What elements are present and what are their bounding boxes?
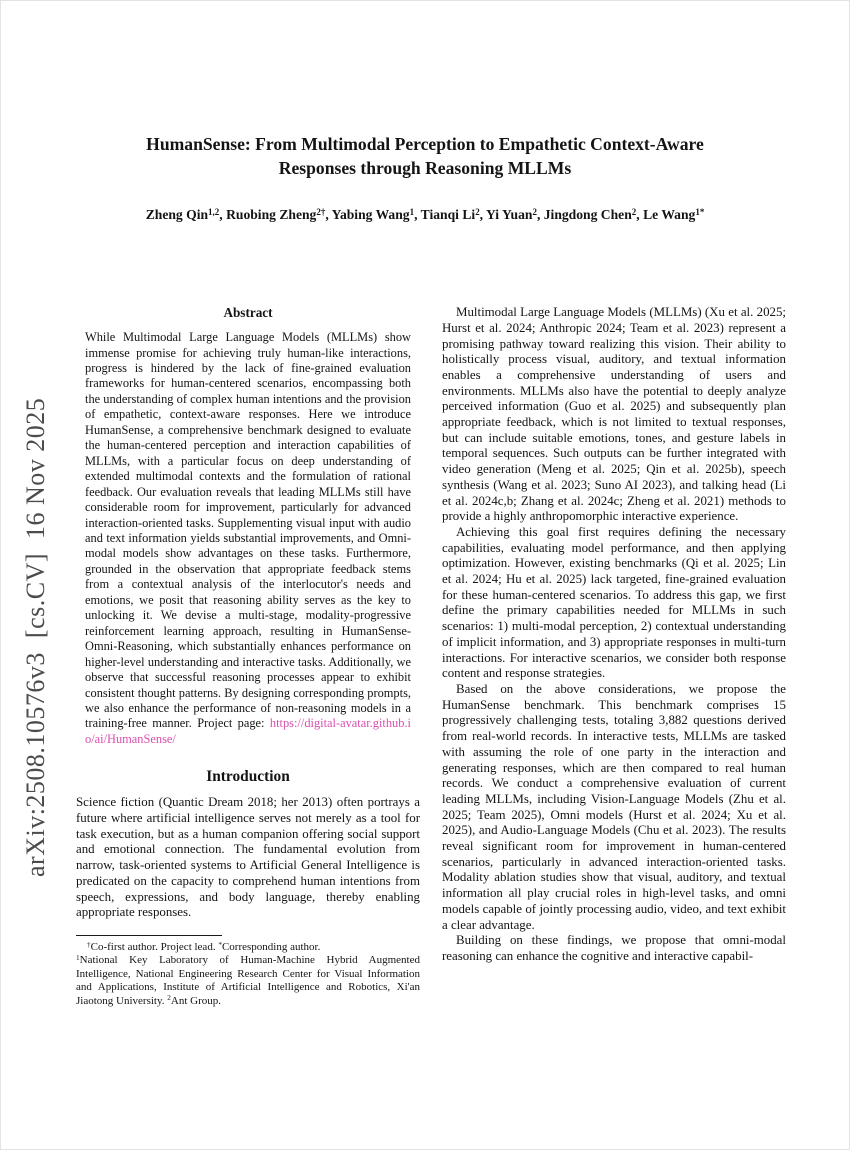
paper-title-line1: HumanSense: From Multimodal Perception to Empathetic Context-Aware xyxy=(146,134,704,154)
author-name: Zheng Qin xyxy=(145,207,209,223)
author-name: Ruobing Zheng xyxy=(226,207,317,223)
footnote-rule xyxy=(76,935,222,936)
left-column xyxy=(76,305,420,1008)
footnote-text: Co-first author. Project lead. xyxy=(90,940,219,953)
author xyxy=(146,207,223,222)
body-paragraph: Building on these findings, we propose that omni-modal reasoning can enhance the cognitive and interactive capabil- xyxy=(442,933,786,963)
paper-title-line2: Responses through Reasoning MLLMs xyxy=(278,157,572,178)
arxiv-watermark: arXiv:2508.10576v3 [cs.CV] 16 Nov 2025 xyxy=(21,397,50,877)
footnote-block xyxy=(76,941,420,1008)
affiliation-2-sup: 2 xyxy=(167,994,171,1003)
author-affiliation-sup: 1* xyxy=(695,207,705,218)
author-name: Yabing Wang xyxy=(331,207,410,223)
body-paragraph: Based on the above considerations, we propose the HumanSense benchmark. This benchmark comprises 15 progressively challenging tests, totaling 3,882 questions derived from real-world records. In interactive tests, MLLMs are tasked with assuming the role of one party in the interaction and generating responses, which are then compared to real human records. We conduct a comprehensive evaluation of current leading MLLMs, including Vision-Language Models (Zhu et al. 2025; Team 2025), Omni models (Hurst et al. 2024; Xu et al. 2025), and Audio-Language Models (Chu et al. 2023). The results reveal significant room for improvement in human-centered scenarios, particularly in advanced interaction-oriented tasks. Modality ablation studies show that visual, auditory, and textual information all play crucial roles in high-level tasks, and omni models capable of jointly processing audio, video, and text exhibit a clear advantage. xyxy=(442,682,786,932)
affiliation-1-sup: 1 xyxy=(76,954,80,963)
author xyxy=(332,207,418,222)
author-line xyxy=(1,207,849,223)
author-separator: , xyxy=(536,207,541,223)
author-name: Yi Yuan xyxy=(485,207,533,223)
project-page-link[interactable]: https://digital-avatar.github.io/ai/HumanSense/ xyxy=(85,716,411,746)
author-separator: , xyxy=(325,207,329,223)
author xyxy=(544,207,640,222)
author-affiliation-sup: 2 xyxy=(532,207,537,218)
author-affiliation-sup: 2 xyxy=(631,207,637,218)
footnote-text: National Key Laboratory of Human-Machine Hybrid Augmented Intelligence, National Engineering Research Center for Visual Information and Applications, Institute of Artificial Intelligence and Robotics, Xi'an Jiaotong University. xyxy=(76,954,420,1007)
author-name: Le Wang xyxy=(643,207,696,223)
author xyxy=(486,207,540,222)
author xyxy=(226,207,329,222)
abstract-heading: Abstract xyxy=(223,305,273,321)
author-separator: , xyxy=(219,207,223,223)
author-name: Jingdong Chen xyxy=(543,207,632,223)
author-separator: , xyxy=(414,207,418,223)
introduction-heading: Introduction xyxy=(206,768,290,786)
dagger-sup: † xyxy=(87,940,91,949)
author xyxy=(421,207,483,222)
intro-paragraph: Science fiction (Quantic Dream 2018; her 2013) often portrays a future where artificial intelligence serves not merely as a tool for task execution, but as a human companion offering social support and emotional connection. The fundamental evolution from narrow, task-oriented systems to Artificial General Intelligence is predicated on the capacity to comprehend human intentions from speech, expressions, and body language, thereby enabling appropriate responses. xyxy=(76,795,420,920)
author-affiliation-sup: 2† xyxy=(316,207,326,218)
author-affiliation-sup: 1,2 xyxy=(208,207,220,218)
author-name: Tianqi Li xyxy=(420,207,476,223)
author-affiliation-sup: 1 xyxy=(409,207,415,218)
abstract-text xyxy=(76,330,420,747)
paper-title xyxy=(1,1,849,180)
right-column xyxy=(442,305,786,1008)
author-affiliation-sup: 2 xyxy=(475,207,480,218)
author xyxy=(643,207,704,222)
footnote-affiliations xyxy=(76,954,420,1008)
author-separator: , xyxy=(479,207,484,223)
footnote-authorship xyxy=(76,941,420,954)
footnote-text: Corresponding author. xyxy=(221,940,321,953)
two-column-body xyxy=(1,305,849,1008)
author-separator: , xyxy=(636,207,640,223)
asterisk-sup: * xyxy=(218,940,222,949)
body-paragraph: Achieving this goal first requires defining the necessary capabilities, evaluating model performance, and then applying optimization. However, existing benchmarks (Qi et al. 2025; Lin et al. 2024; Hu et al. 2025) lack targeted, fine-grained evaluation for these human-centered scenarios. To address this gap, we first define the primary capabilities needed for MLLMs in such scenarios: 1) multi-modal perception, 2) contextual understanding of implicit information, and 3) appropriate responses in multi-turn interactions. For interactive scenarios, we consider both response content and response strategies. xyxy=(442,524,786,681)
abstract-body-text: While Multimodal Large Language Models (MLLMs) show immense promise for achieving truly human-like interactions, progress is hindered by the lack of fine-grained evaluation frameworks for human-centered scenarios, encompassing both the understanding of complex human intentions and the provision of empathetic, context-aware responses. Here we introduce HumanSense, a comprehensive benchmark designed to evaluate the human-centered perception and interaction capabilities of MLLMs, with a particular focus on deep understanding of extended multimodal contexts and the formulation of rational feedback. Our evaluation reveals that leading MLLMs still have considerable room for improvement, particularly for advanced interaction-oriented tasks. Supplementing visual input with audio and text information yields substantial improvements, and Omni-modal models show advantages on these tasks. Furthermore, grounded in the observation that appropriate feedback stems from a contextual analysis of the interlocutor's needs and emotions, we posit that reasoning ability serves as the key to unlocking it. We devise a multi-stage, modality-progressive reinforcement learning approach, resulting in HumanSense-Omni-Reasoning, which substantially enhances performance on higher-level understanding and interactive tasks. Additionally, we observe that successful reasoning processes appear to exhibit consistent thought patterns. By designing corresponding prompts, we also enhance the performance of non-reasoning models in a training-free manner. Project page: xyxy=(85,330,411,731)
footnote-text: Ant Group. xyxy=(170,994,221,1007)
body-paragraph: Multimodal Large Language Models (MLLMs) (Xu et al. 2025; Hurst et al. 2024; Anthropic 2024; Team et al. 2023) represent a promising pathway toward realizing this vision. Their ability to holistically process visual, auditory, and textual information enables a comprehensive understanding of users and environments. MLLMs also have the potential to deeply analyze perceived information (Guo et al. 2025) and subsequently plan appropriate feedback, which is not limited to textual responses, but can include suitable emotions, tones, and gesture labels in temporal sequences. Such outputs can be further integrated with video generation (Meng et al. 2025; Qin et al. 2025b), speech synthesis (Wang et al. 2023; Suno AI 2023), and talking head (Li et al. 2024c,b; Zhang et al. 2024c; Zheng et al. 2021) methods to provide a highly anthropomorphic interactive experience. xyxy=(442,305,786,524)
